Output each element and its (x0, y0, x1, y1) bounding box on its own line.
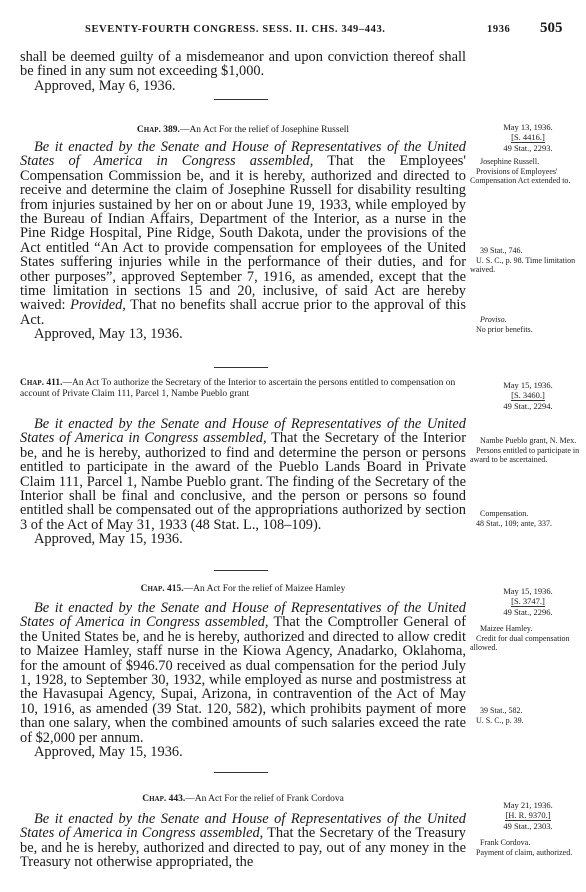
side-note (470, 838, 582, 857)
act-title: —An Act For the relief of Maizee Hamley (183, 584, 346, 594)
act-text (20, 601, 466, 745)
act-body (20, 417, 466, 547)
act-body-text: That the Secretary of the Interior be, and he is hereby, authorized to find and determine the person or persons entitled to participate in the award of the Pueblo Lands Board in Private Claim 111, Parcel 1, Nambe Pueblo grant. The finding of the Secretary of the Interior shall be final and conclusive, and the person or persons so found entitled shall be compensated out of the appropriations authorized by section 3 of the Act of May 31, 1933 (48 Stat. L., 108–109). (20, 430, 466, 533)
act-body-text: That the Employees' Compensation Commission be, and it is hereby, authorized and directed to receive and determine the claim of Josephine Russell for disability resulting from injuries sustained by her on or about June 19, 1933, while employed by the Bureau of Indian Affairs, Department of the Interior, as a nurse in the Pine Ridge Hospital, Pine Ridge, South Dakota, under the provisions of the Act entitled “An Act to provide compensation for employees of the United States suffering injuries while in the performance of their duties, and for other purposes”, approved September 7, 1916, as amended, except that the time limitation in sections 15 and 20, inclusive, of said Act are hereby waived: (20, 153, 466, 314)
enacting-clause: Be it enacted by the Senate and House of Representatives of the United States of America in Congress assembled, (20, 416, 466, 447)
header-year: 1936 (487, 24, 511, 35)
side-note-title: Maizee Hamley. (480, 624, 533, 633)
margin-citation (478, 586, 578, 617)
side-note-body: Persons entitled to participate in award to be ascertained. (470, 445, 580, 464)
act-body-text: That the Secretary of the Treasury be, and he is hereby, authorized and directed to pay, out of any money in the Treasury not otherwise appropriated, the (20, 825, 466, 871)
side-note-body: Payment of claim, authorized. (476, 847, 573, 857)
side-note (470, 706, 582, 725)
running-header (0, 20, 586, 40)
approval-line: Approved, May 6, 1936. (34, 77, 176, 94)
act-body (20, 601, 466, 759)
act-text (20, 140, 466, 327)
side-note (470, 509, 582, 528)
proviso-word: Provided, (70, 297, 126, 314)
side-note-body: Credit for dual compensation allowed. (470, 633, 570, 652)
section-divider (214, 367, 268, 368)
margin-bill-number: [S. 3747.] (511, 596, 545, 606)
chapter-number: Chap. 411. (20, 378, 63, 388)
running-title: SEVENTY-FOURTH CONGRESS. SESS. II. CHS. 349–443. (85, 24, 386, 35)
margin-date: May 21, 1936. (503, 800, 553, 810)
act-text (20, 417, 466, 532)
side-note (470, 246, 582, 275)
side-note-body: U. S. C., p. 39. (476, 715, 524, 725)
section-divider (214, 570, 268, 571)
margin-stat: 49 Stat., 2293. (503, 143, 553, 153)
act-title: —An Act For the relief of Frank Cordova (185, 794, 344, 804)
side-note-title: Proviso. (480, 315, 507, 324)
side-note (470, 315, 582, 334)
act-body (20, 812, 466, 870)
section-divider (214, 772, 268, 773)
margin-date: May 13, 1936. (503, 122, 553, 132)
margin-stat: 49 Stat., 2296. (503, 607, 553, 617)
margin-citation (478, 800, 578, 831)
continuation-block (20, 50, 466, 93)
chapter-number: Chap. 415. (140, 584, 184, 594)
side-note (470, 157, 582, 186)
enacting-clause: Be it enacted by the Senate and House of Representatives of the United States of America in Congress assembled, (20, 139, 466, 170)
act-text (20, 812, 466, 870)
side-note-title: Josephine Russell. (480, 157, 540, 166)
act-body-text: That the Comptroller General of the United States be, and he is hereby, authorized and directed to allow credit to Maizee Hamley, staff nurse in the Kiowa Agency, Anadarko, Oklahoma, for the amount of $946.70 received as dual compensation for the period July 1, 1928, to September 30, 1932, while employed as nurse and postmistress at the Havasupai Agency, Supai, Arizona, in contravention of the Act of May 10, 1916, as amended (39 Stat. 120, 582), which prohibits payment of more than one salary, when the combined amounts of such salaries exceed the rate of $2,000 per annum. (20, 614, 466, 746)
enacting-clause: Be it enacted by the Senate and House of Representatives of the United States of America in Congress assembled, (20, 600, 466, 631)
side-note (470, 436, 582, 465)
approval-line: Approved, May 13, 1936. (34, 326, 183, 343)
margin-stat: 49 Stat., 2303. (503, 821, 553, 831)
chapter-number: Chap. 443. (142, 794, 186, 804)
act-title: —An Act For the relief of Josephine Russell (179, 125, 350, 135)
side-note-body: No prior benefits. (476, 324, 533, 334)
act-title: —An Act To authorize the Secretary of the Interior to ascertain the persons entitled to compensation on account of Private Claim 111, Parcel 1, Nambe Pueblo grant (20, 378, 456, 399)
margin-citation (478, 380, 578, 411)
side-note-title: 39 Stat., 746. (480, 246, 523, 255)
side-note-body: 48 Stat., 109; ante, 337. (476, 518, 552, 528)
continuation-text: shall be deemed guilty of a misdemeanor and upon conviction thereof shall be fined in any sum not exceeding $1,000. (20, 49, 466, 80)
margin-bill-number: [S. 3460.] (511, 390, 545, 400)
margin-date: May 15, 1936. (503, 380, 553, 390)
margin-bill-number: [S. 4416.] (511, 132, 545, 142)
side-note-title: Compensation. (480, 509, 529, 518)
chapter-heading (20, 125, 466, 136)
chapter-heading (20, 378, 466, 400)
side-note-title: 39 Stat., 582. (480, 706, 523, 715)
chapter-number: Chap. 389. (136, 125, 180, 135)
act-body-text-2: That no benefits shall accrue prior to the approval of this Act. (20, 297, 467, 328)
page-number: 505 (540, 20, 563, 36)
margin-citation (478, 122, 578, 153)
margin-bill-number: [H. R. 9370.] (505, 810, 551, 820)
approval-line: Approved, May 15, 1936. (34, 744, 183, 761)
margin-stat: 49 Stat., 2294. (503, 401, 553, 411)
act-body (20, 140, 466, 342)
approval-line: Approved, May 15, 1936. (34, 531, 183, 548)
side-note-body: U. S. C., p. 98. Time limitation waived. (470, 255, 576, 274)
chapter-heading (20, 584, 466, 595)
side-note-title: Nambe Pueblo grant, N. Mex. (480, 436, 577, 445)
margin-date: May 15, 1936. (503, 586, 553, 596)
section-divider (214, 99, 268, 100)
side-note-body: Provisions of Employees' Compensation Act extended to. (470, 166, 571, 185)
enacting-clause: Be it enacted by the Senate and House of Representatives of the United States of America in Congress assembled, (20, 811, 466, 842)
side-note (470, 624, 582, 653)
side-note-title: Frank Cordova. (480, 838, 531, 847)
chapter-heading (20, 794, 466, 805)
